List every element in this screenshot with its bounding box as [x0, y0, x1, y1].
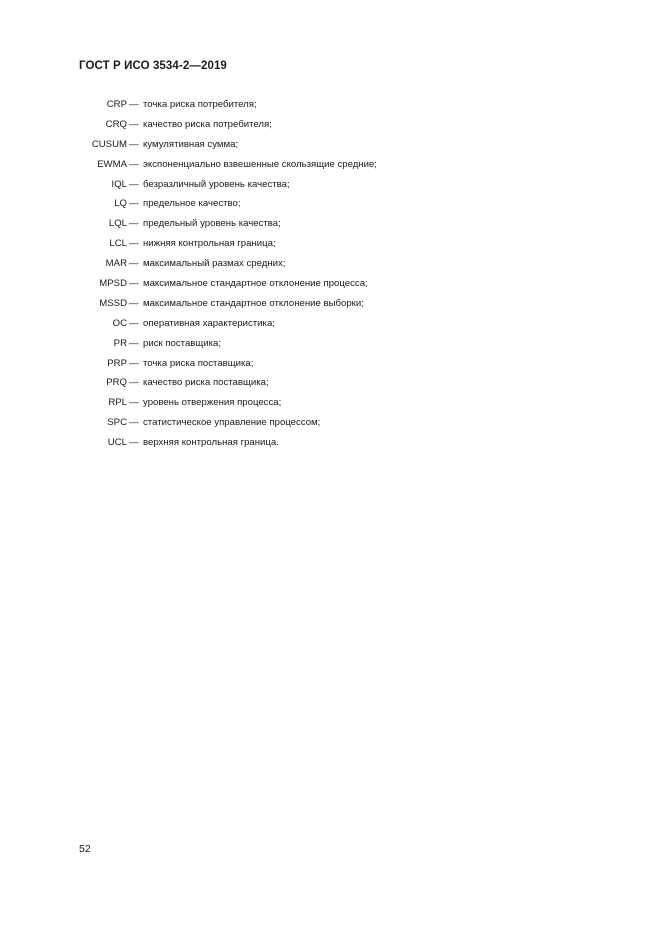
abbreviation-dash: —: [129, 417, 139, 429]
abbreviation-term: UCL: [107, 437, 127, 449]
abbreviation-row: [0, 197, 661, 217]
abbreviation-definition: оперативная характеристика;: [143, 317, 275, 329]
abbreviation-dash: —: [129, 357, 139, 369]
abbreviation-definition: экспоненциально взвешенные скользящие средние;: [143, 158, 377, 170]
abbreviation-row: [0, 178, 661, 198]
abbreviation-term: MPSD: [99, 278, 127, 290]
abbreviation-definition: кумулятивная сумма;: [143, 138, 239, 150]
abbreviation-definition: максимальное стандартное отклонение выборки;: [143, 297, 364, 309]
abbreviation-row: [0, 138, 661, 158]
abbreviation-term: RPL: [108, 397, 127, 409]
abbreviation-dash: —: [129, 377, 139, 389]
abbreviation-row: [0, 237, 661, 257]
abbreviation-dash: —: [129, 437, 139, 449]
abbreviation-definition: безразличный уровень качества;: [143, 178, 290, 190]
abbreviation-dash: —: [129, 258, 139, 270]
abbreviation-row: [0, 337, 661, 357]
abbreviation-definition: точка риска поставщика;: [143, 357, 254, 369]
abbreviation-definition: предельный уровень качества;: [143, 218, 281, 230]
abbreviation-term: OC: [112, 317, 127, 329]
abbreviation-row: [0, 277, 661, 297]
abbreviation-row: [0, 217, 661, 237]
abbreviation-term: LQ: [114, 198, 127, 210]
abbreviation-term: EWMA: [97, 158, 127, 170]
abbreviation-dash: —: [129, 397, 139, 409]
abbreviation-term: PRP: [107, 357, 127, 369]
abbreviation-row: [0, 317, 661, 337]
abbreviation-dash: —: [129, 218, 139, 230]
abbreviation-dash: —: [129, 337, 139, 349]
abbreviation-term: MSSD: [99, 297, 127, 309]
abbreviation-dash: —: [129, 238, 139, 250]
abbreviation-row: [0, 118, 661, 138]
abbreviation-row: [0, 158, 661, 178]
abbreviation-dash: —: [129, 99, 139, 110]
abbreviation-dash: —: [129, 317, 139, 329]
abbreviation-dash: —: [129, 198, 139, 210]
abbreviation-definition: уровень отвержения процесса;: [143, 397, 282, 409]
abbreviation-term: LQL: [108, 218, 127, 230]
abbreviation-definition: точка риска потребителя;: [143, 99, 257, 110]
page-number: 52: [79, 843, 91, 855]
abbreviation-dash: —: [129, 297, 139, 309]
abbreviation-row: [0, 376, 661, 396]
abbreviation-definition: качество риска поставщика;: [143, 377, 269, 389]
abbreviation-term: PR: [113, 337, 127, 349]
abbreviation-row: [0, 257, 661, 277]
abbreviation-row: [0, 98, 661, 118]
abbreviation-dash: —: [129, 158, 139, 170]
document-header-title: ГОСТ Р ИСО 3534-2—2019: [79, 60, 227, 72]
abbreviation-definition: качество риска потребителя;: [143, 118, 272, 130]
abbreviation-term: SPC: [107, 417, 127, 429]
abbreviation-term: CRP: [106, 99, 127, 110]
abbreviation-definition: максимальный размах средних;: [143, 258, 286, 270]
abbreviation-dash: —: [129, 138, 139, 150]
abbreviation-term: MAR: [105, 258, 127, 270]
abbreviation-definition: предельное качество;: [143, 198, 241, 210]
abbreviation-term: CRQ: [105, 118, 127, 130]
abbreviation-definition: риск поставщика;: [143, 337, 222, 349]
abbreviation-term: LCL: [109, 238, 127, 250]
abbreviation-term: IQL: [111, 178, 127, 190]
abbreviation-definition: нижняя контрольная граница;: [143, 238, 276, 250]
abbreviation-definition: статистическое управление процессом;: [143, 417, 321, 429]
abbreviation-row: [0, 416, 661, 436]
abbreviation-term: CUSUM: [91, 138, 127, 150]
abbreviation-row: [0, 297, 661, 317]
abbreviation-dash: —: [129, 118, 139, 130]
abbreviation-definition: верхняя контрольная граница.: [143, 437, 279, 449]
abbreviation-dash: —: [129, 278, 139, 290]
abbreviation-row: [0, 357, 661, 377]
abbreviation-definition: максимальное стандартное отклонение процесса;: [143, 278, 368, 290]
abbreviation-term: PRQ: [106, 377, 127, 389]
abbreviation-row: [0, 436, 661, 456]
abbreviation-row: [0, 396, 661, 416]
abbreviation-list: [0, 98, 661, 456]
abbreviation-dash: —: [129, 178, 139, 190]
